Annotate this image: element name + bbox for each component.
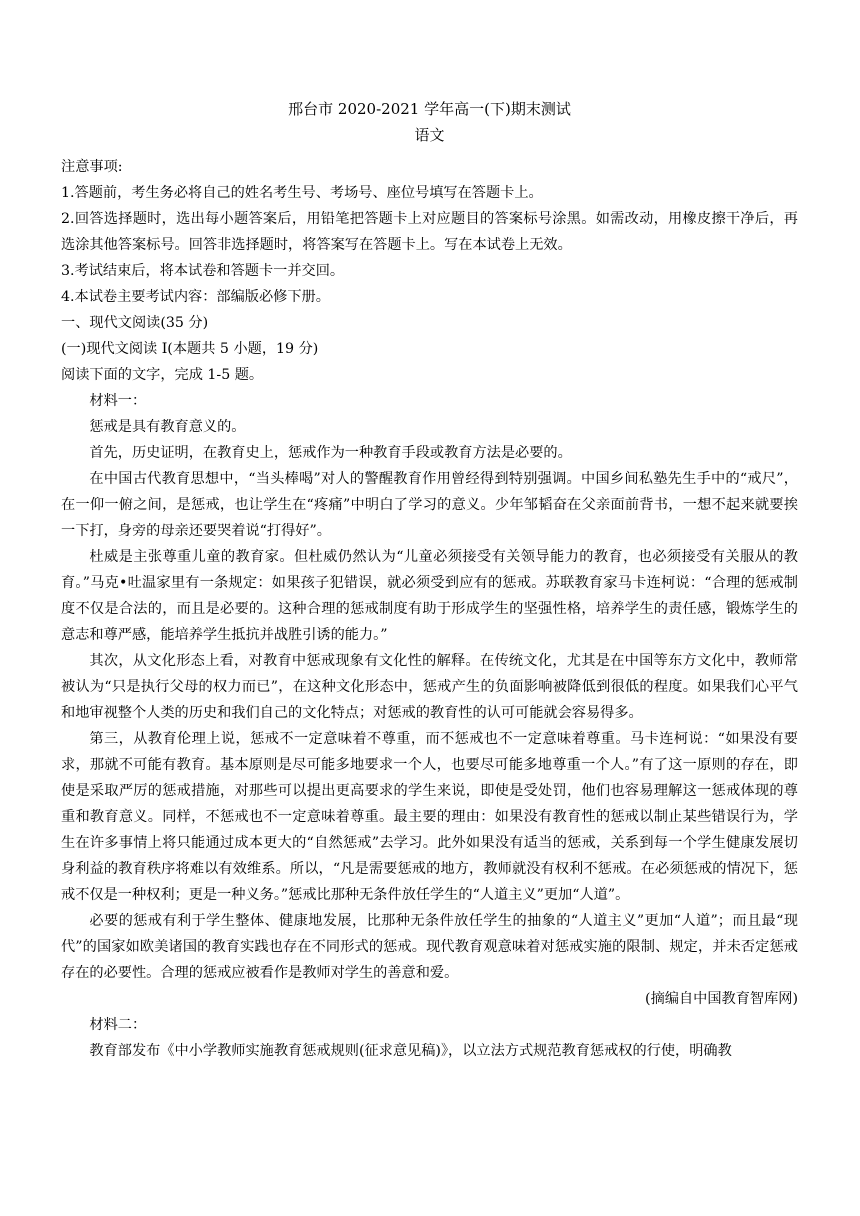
material-one-paragraph: 必要的惩戒有利于学生整体、健康地发展，比那种无条件放任学生的抽象的“人道主义”更加“人道”；而且最“现代”的国家如欧美诸国的教育实践也存在不同形式的惩戒。现代教育观意味着对惩戒实施的限制、规定，并未否定惩戒存在的必要性。合理的惩戒应被看作是教师对学生的善意和爱。 bbox=[61, 913, 798, 981]
material-one-paragraph: 惩戒是具有教育意义的。 bbox=[89, 419, 246, 435]
material-two bbox=[61, 1012, 798, 1064]
page-content bbox=[61, 96, 798, 1064]
material-two-paragraph: 教育部发布《中小学教师实施教育惩戒规则(征求意见稿)》，以立法方式规范教育惩戒权的行使，明确教 bbox=[89, 1043, 732, 1059]
material-one-paragraph: 其次，从文化形态上看，对教育中惩戒现象有文化性的解释。在传统文化，尤其是在中国等东方文化中，教师常被认为“只是执行父母的权力而已”，在这种文化形态中，惩戒产生的负面影响被降低到很低的程度。如果我们心平气和地审视整个人类的历史和我们自己的文化特点；对惩戒的教育性的认可可能就会容易得多。 bbox=[61, 653, 798, 721]
part-title: 一、现代文阅读(35 分) bbox=[61, 315, 209, 331]
material-two-label: 材料二： bbox=[89, 1017, 147, 1033]
reading-instruction: 阅读下面的文字，完成 1-5 题。 bbox=[61, 367, 264, 383]
material-one-paragraph: 杜威是主张尊重儿童的教育家。但杜威仍然认为“儿童必须接受有关领导能力的教育，也必须接受有关服从的教育。”马克•吐温家里有一条规定：如果孩子犯错误，就必须受到应有的惩戒。苏联教育家马卡连柯说：“合理的惩戒制度不仅是合法的，而且是必要的。这种合理的惩戒制度有助于形成学生的坚强性格，培养学生的责任感，锻炼学生的意志和尊严感，能培养学生抵抗并战胜引诱的能力。” bbox=[61, 549, 798, 643]
exam-subject: 语文 bbox=[414, 126, 445, 144]
exam-title: 邢台市 2020-2021 学年高一(下)期末测试 bbox=[288, 100, 571, 118]
notice-item-2: 2.回答选择题时，选出每小题答案后，用铅笔把答题卡上对应题目的答案标号涂黑。如需改动，用橡皮擦干净后，再选涂其他答案标号。回答非选择题时，将答案写在答题卡上。写在本试卷上无效。 bbox=[61, 211, 798, 253]
material-one-label: 材料一： bbox=[89, 393, 147, 409]
notice-item-3: 3.考试结束后，将本试卷和答题卡一并交回。 bbox=[61, 263, 345, 279]
section-header bbox=[61, 310, 798, 388]
notice-item-1: 1.答题前，考生务必将自己的姓名考生号、考场号、座位号填写在答题卡上。 bbox=[61, 185, 543, 201]
notice-item-4: 4.本试卷主要考试内容：部编版必修下册。 bbox=[61, 289, 330, 305]
material-one-paragraph: 首先，历史证明，在教育史上，惩戒作为一种教育手段或教育方法是必要的。 bbox=[89, 445, 572, 461]
material-one bbox=[61, 388, 798, 1012]
material-one-paragraph: 在中国古代教育思想中，“当头棒喝”对人的警醒教育作用曾经得到特别强调。中国乡间私塾先生手中的“戒尺”，在一仰一俯之间，是惩戒，也让学生在“疼痛”中明白了学习的意义。少年邹韬奋在父亲面前背书，一想不起来就要挨一下打，身旁的母亲还要哭着说“打得好”。 bbox=[61, 471, 798, 539]
material-one-paragraph: 第三，从教育伦理上说，惩戒不一定意味着不尊重，而不惩戒也不一定意味着尊重。马卡连柯说：“如果没有要求，那就不可能有教育。基本原则是尽可能多地要求一个人，也要尽可能多地尊重一个人。”有了这一原则的存在，即使是采取严厉的惩戒措施，对那些可以提出更高要求的学生来说，即使是受处罚，他们也容易理解这一惩戒体现的尊重和教育意义。同样，不惩戒也不一定意味着尊重。最主要的理由：如果没有教育性的惩戒以制止某些错误行为，学生在许多事情上将只能通过成本更大的“自然惩戒”去学习。此外如果没有适当的惩戒，关系到每一个学生健康发展切身利益的教育秩序将难以有效维系。所以，“凡是需要惩戒的地方，教师就没有权利不惩戒。在必须惩戒的情况下，惩戒不仅是一种权利；更是一种义务。”惩戒比那种无条件放任学生的“人道主义”更加“人道”。 bbox=[61, 731, 798, 903]
notice-heading: 注意事项: bbox=[61, 159, 123, 175]
notice-block bbox=[61, 154, 798, 310]
material-one-source: (摘编自中国教育智库网) bbox=[645, 991, 798, 1007]
sub-title: (一)现代文阅读 I(本题共 5 小题，19 分) bbox=[61, 341, 319, 357]
